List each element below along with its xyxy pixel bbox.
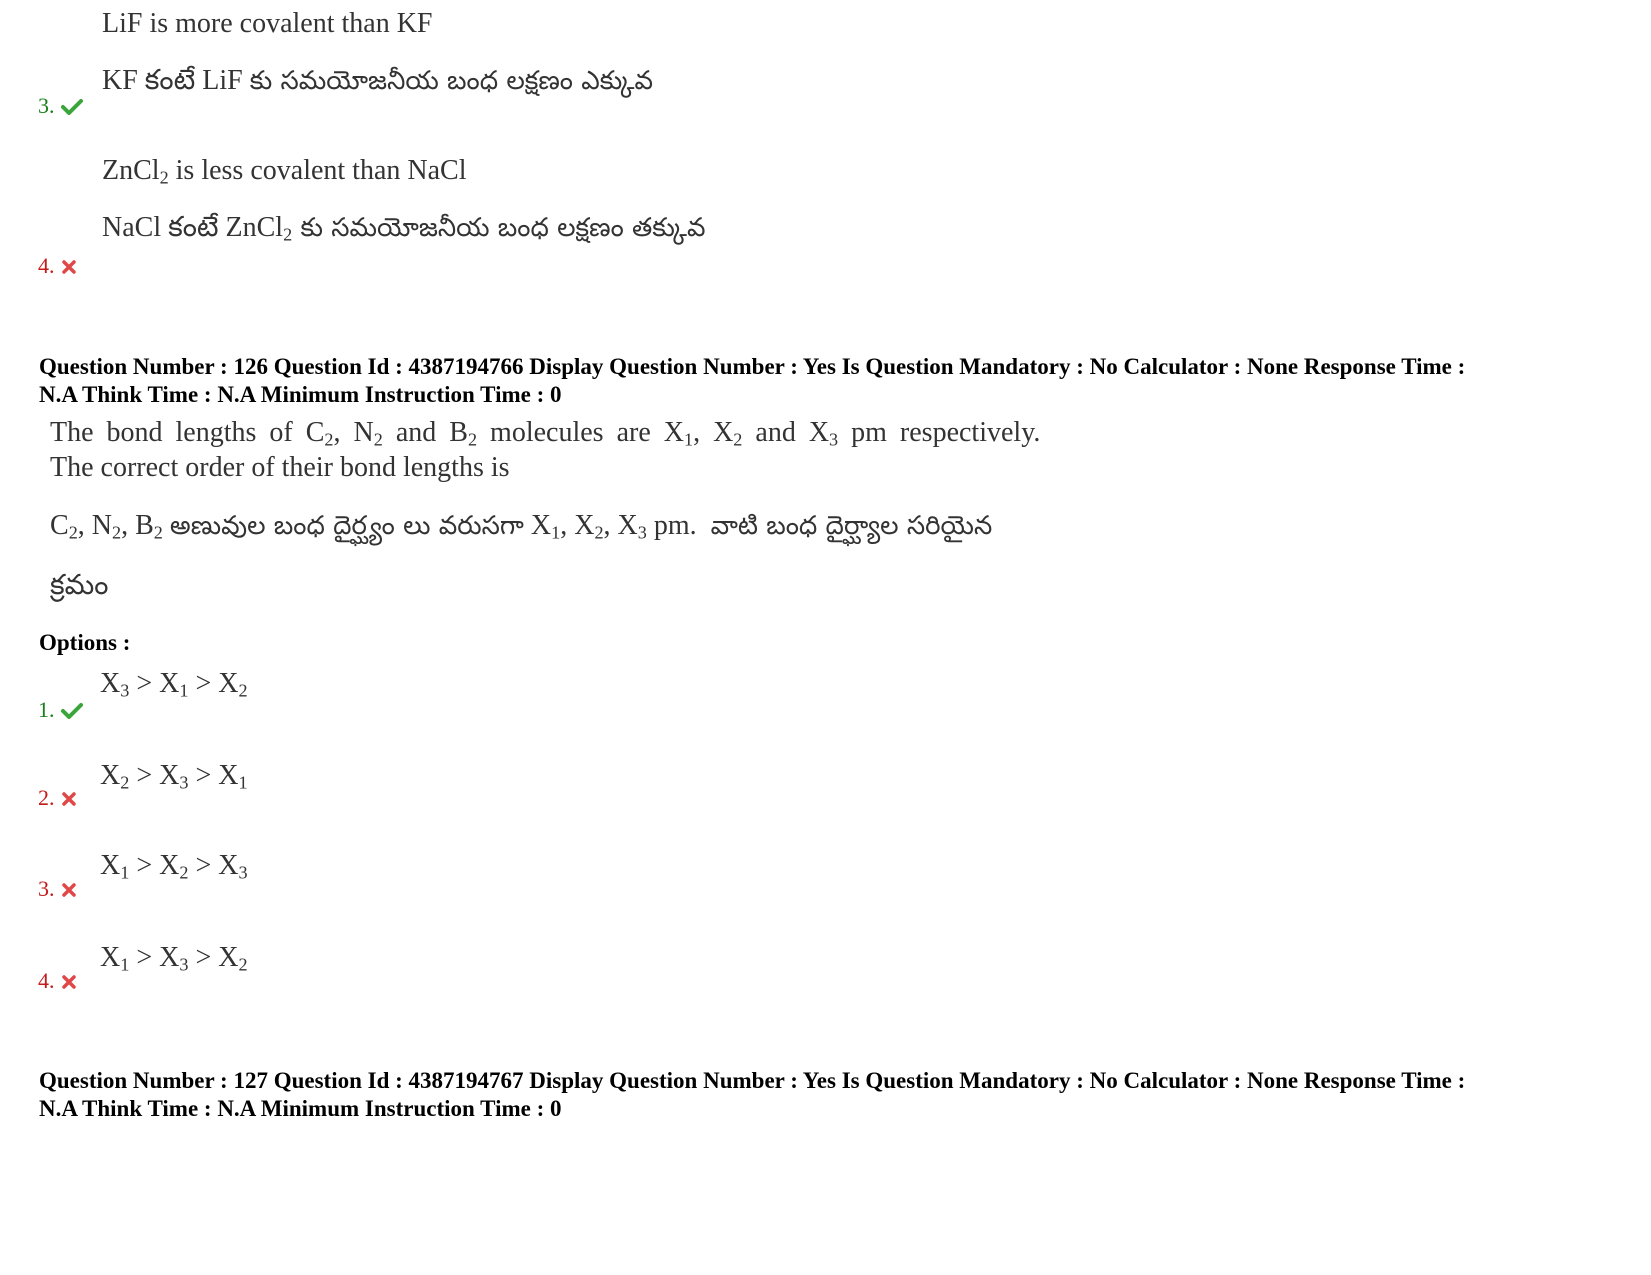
q127-meta-line2: N.A Think Time : N.A Minimum Instruction Time : 0 — [39, 1096, 562, 1121]
q126-option1-number: 1. — [38, 697, 55, 722]
cross-icon — [61, 255, 77, 281]
q126-option1-marker — [38, 697, 83, 725]
prev-option3-number: 3. — [38, 93, 55, 118]
q126-option4-number: 4. — [38, 968, 55, 993]
prev-option3-telugu-prefix: KF కంటే LiF — [102, 65, 243, 96]
q126-option2-marker — [38, 785, 77, 813]
prev-option4-marker — [38, 253, 77, 281]
q127-meta-line1: Question Number : 127 Question Id : 4387194767 Display Question Number : Yes Is Question Mandatory : No Calculator : None Response Time : — [39, 1068, 1466, 1093]
q126-meta-line2: N.A Think Time : N.A Minimum Instruction Time : 0 — [39, 382, 562, 407]
prev-option4-number: 4. — [38, 253, 55, 278]
q126-option4-text: $X_1 > X_3 > X_2$ — [100, 942, 248, 975]
q126-option3-text: $X_1 > X_2 > X_3$ — [100, 850, 248, 883]
prev-option4-english: ZnCl$_2$ is less covalent than NaCl — [102, 155, 467, 188]
prev-option3-marker — [38, 93, 83, 121]
q126-telugu-line1: $C_2$, $N_2$, $B_2$ అణువుల బంధ దైర్ఘ్యం లు వరుసగా $X_1$, $X_2$, $X_3$ pm. వాటి బంధ దైర్ఘ్యాల సరియైన — [50, 510, 993, 543]
cross-icon — [61, 787, 77, 813]
check-icon — [61, 699, 83, 725]
cross-icon — [61, 878, 77, 904]
prev-option3-telugu — [102, 65, 653, 103]
q126-english-line2: The correct order of their bond lengths is — [50, 452, 510, 483]
prev-option3-english: LiF is more covalent than KF — [102, 8, 433, 39]
prev-option3-telugu-suffix: కు సమయోజనీయ బంధ లక్షణం ఎక్కువ — [249, 66, 653, 96]
q126-meta — [39, 353, 1619, 409]
cross-icon — [61, 970, 77, 996]
options-label: Options : — [39, 630, 131, 655]
q126-telugu-line2: క్రమం — [50, 568, 109, 601]
q126-option2-number: 2. — [38, 785, 55, 810]
q127-meta — [39, 1067, 1619, 1123]
q126-meta-line1: Question Number : 126 Question Id : 4387194766 Display Question Number : Yes Is Question Mandatory : No Calculator : None Response Time : — [39, 354, 1466, 379]
q126-option3-marker — [38, 876, 77, 904]
q126-option4-marker — [38, 968, 77, 996]
q126-english-line1: The bond lengths of $C_2$, $N_2$ and $B_2$ molecules are $X_1$, $X_2$ and $X_3$ pm respectively. — [50, 417, 1041, 450]
check-icon — [61, 95, 83, 121]
q126-option3-number: 3. — [38, 876, 55, 901]
q126-option1-text: $X_3 > X_1 > X_2$ — [100, 668, 248, 701]
prev-option4-telugu: NaCl కంటే ZnCl$_2$ కు సమయోజనీయ బంధ లక్షణం తక్కువ — [102, 212, 706, 245]
q126-option2-text: $X_2 > X_3 > X_1$ — [100, 760, 248, 793]
